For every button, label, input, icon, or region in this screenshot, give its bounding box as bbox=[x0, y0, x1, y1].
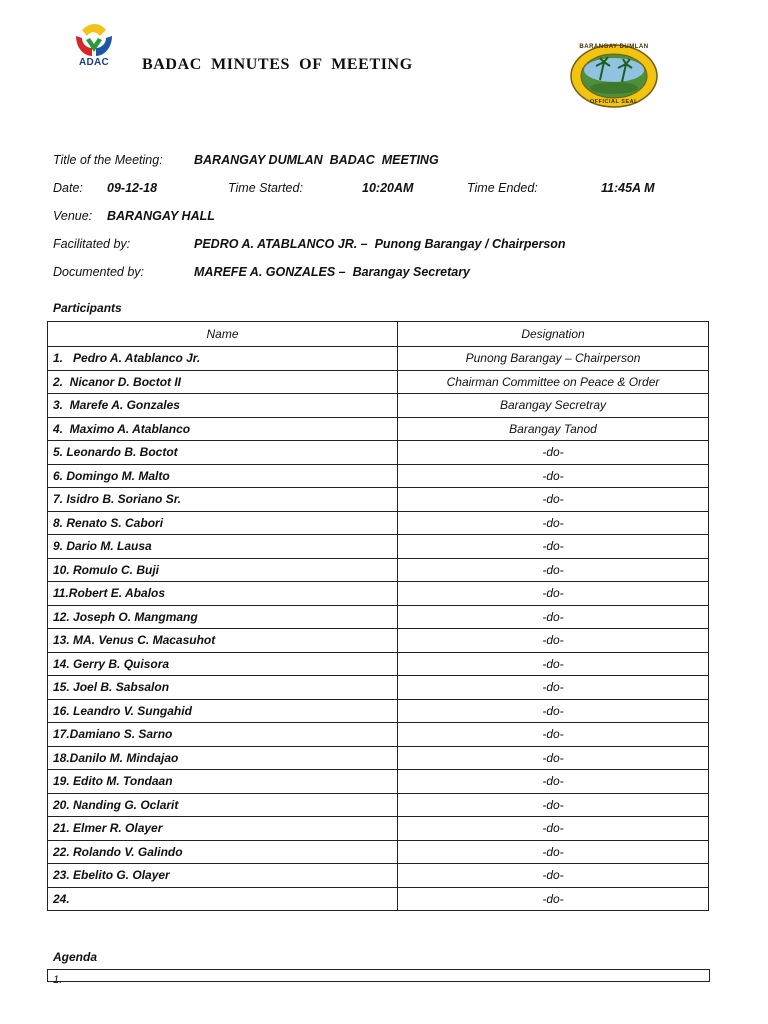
participant-name: 19. Edito M. Tondaan bbox=[48, 770, 398, 794]
seal-text-bottom: OFFICIAL SEAL bbox=[590, 99, 638, 105]
table-row bbox=[48, 582, 709, 606]
participant-name: 15. Joel B. Sabsalon bbox=[48, 676, 398, 700]
seal-text-top: BARANGAY DUMLAN bbox=[579, 44, 649, 50]
participant-designation: -do- bbox=[398, 793, 709, 817]
time-started-value: 10:20AM bbox=[362, 181, 414, 195]
participant-name: 17.Damiano S. Sarno bbox=[48, 723, 398, 747]
table-row bbox=[48, 676, 709, 700]
participant-designation: -do- bbox=[398, 652, 709, 676]
table-row bbox=[48, 770, 709, 794]
participant-designation: -do- bbox=[398, 441, 709, 465]
participant-designation: -do- bbox=[398, 770, 709, 794]
meeting-title-label: Title of the Meeting: bbox=[53, 153, 163, 167]
participant-designation: -do- bbox=[398, 887, 709, 911]
date-value: 09-12-18 bbox=[107, 181, 158, 195]
participant-name: 22. Rolando V. Galindo bbox=[48, 840, 398, 864]
participant-designation: -do- bbox=[398, 746, 709, 770]
table-row bbox=[48, 817, 709, 841]
participant-name: 24. bbox=[48, 887, 398, 911]
participant-name: 8. Renato S. Cabori bbox=[48, 511, 398, 535]
table-row bbox=[48, 605, 709, 629]
date-label: Date: bbox=[53, 181, 83, 195]
table-row bbox=[48, 394, 709, 418]
participant-name: 13. MA. Venus C. Macasuhot bbox=[48, 629, 398, 653]
table-row bbox=[48, 535, 709, 559]
table-row bbox=[48, 793, 709, 817]
venue-value: BARANGAY HALL bbox=[107, 209, 215, 223]
participant-name: 10. Romulo C. Buji bbox=[48, 558, 398, 582]
participant-designation: -do- bbox=[398, 817, 709, 841]
participant-designation: -do- bbox=[398, 558, 709, 582]
participants-heading: Participants bbox=[53, 301, 122, 315]
venue-label: Venue: bbox=[53, 209, 93, 223]
table-row bbox=[48, 723, 709, 747]
participant-name: 11.Robert E. Abalos bbox=[48, 582, 398, 606]
table-row bbox=[48, 511, 709, 535]
participant-designation: Barangay Tanod bbox=[398, 417, 709, 441]
table-row bbox=[48, 652, 709, 676]
time-ended-label: Time Ended: bbox=[467, 181, 538, 195]
time-started-label: Time Started: bbox=[228, 181, 303, 195]
participant-designation: Punong Barangay – Chairperson bbox=[398, 347, 709, 371]
adac-logo bbox=[70, 22, 118, 72]
table-row bbox=[48, 417, 709, 441]
participant-name: 5. Leonardo B. Boctot bbox=[48, 441, 398, 465]
participant-designation: -do- bbox=[398, 582, 709, 606]
participant-designation: -do- bbox=[398, 511, 709, 535]
participant-name: 14. Gerry B. Quisora bbox=[48, 652, 398, 676]
table-row bbox=[48, 699, 709, 723]
column-header-name: Name bbox=[48, 322, 398, 347]
table-row bbox=[48, 864, 709, 888]
table-row bbox=[48, 464, 709, 488]
adac-logo-text: ADAC bbox=[78, 57, 110, 68]
participant-designation: -do- bbox=[398, 488, 709, 512]
participant-designation: Barangay Secretray bbox=[398, 394, 709, 418]
table-row bbox=[48, 840, 709, 864]
meeting-title-value: BARANGAY DUMLAN BADAC MEETING bbox=[194, 153, 439, 167]
participant-name: 21. Elmer R. Olayer bbox=[48, 817, 398, 841]
agenda-item: 1. bbox=[53, 974, 63, 986]
participant-name: 4. Maximo A. Atablanco bbox=[48, 417, 398, 441]
table-row bbox=[48, 347, 709, 371]
table-row bbox=[48, 629, 709, 653]
participant-designation: -do- bbox=[398, 840, 709, 864]
participant-name: 7. Isidro B. Soriano Sr. bbox=[48, 488, 398, 512]
participant-designation: -do- bbox=[398, 699, 709, 723]
participant-designation: -do- bbox=[398, 864, 709, 888]
barangay-seal bbox=[570, 44, 658, 108]
participant-name: 23. Ebelito G. Olayer bbox=[48, 864, 398, 888]
participants-table-body bbox=[48, 347, 709, 911]
participant-name: 6. Domingo M. Malto bbox=[48, 464, 398, 488]
table-row bbox=[48, 441, 709, 465]
participant-name: 9. Dario M. Lausa bbox=[48, 535, 398, 559]
table-row bbox=[48, 558, 709, 582]
facilitated-value: PEDRO A. ATABLANCO JR. – Punong Barangay / Chairperson bbox=[194, 237, 566, 251]
table-row bbox=[48, 370, 709, 394]
column-header-designation: Designation bbox=[398, 322, 709, 347]
agenda-heading: Agenda bbox=[53, 950, 98, 964]
participant-designation: -do- bbox=[398, 723, 709, 747]
table-header-row bbox=[48, 322, 709, 347]
participant-name: 1. Pedro A. Atablanco Jr. bbox=[48, 347, 398, 371]
participant-name: 3. Marefe A. Gonzales bbox=[48, 394, 398, 418]
table-row bbox=[48, 488, 709, 512]
time-ended-value: 11:45A M bbox=[601, 181, 655, 195]
participant-name: 12. Joseph O. Mangmang bbox=[48, 605, 398, 629]
page-title: BADAC MINUTES OF MEETING bbox=[142, 56, 413, 73]
participant-name: 2. Nicanor D. Boctot II bbox=[48, 370, 398, 394]
participant-designation: -do- bbox=[398, 676, 709, 700]
participant-designation: -do- bbox=[398, 535, 709, 559]
participant-designation: -do- bbox=[398, 629, 709, 653]
participant-designation: -do- bbox=[398, 605, 709, 629]
participant-designation: Chairman Committee on Peace & Order bbox=[398, 370, 709, 394]
table-row bbox=[48, 746, 709, 770]
documented-value: MAREFE A. GONZALES – Barangay Secretary bbox=[194, 265, 471, 279]
table-row bbox=[48, 887, 709, 911]
participant-designation: -do- bbox=[398, 464, 709, 488]
participant-name: 18.Danilo M. Mindajao bbox=[48, 746, 398, 770]
participant-name: 16. Leandro V. Sungahid bbox=[48, 699, 398, 723]
documented-label: Documented by: bbox=[53, 265, 145, 279]
agenda-box bbox=[47, 969, 710, 982]
facilitated-label: Facilitated by: bbox=[53, 237, 131, 251]
participants-table bbox=[47, 321, 709, 911]
participant-name: 20. Nanding G. Oclarit bbox=[48, 793, 398, 817]
